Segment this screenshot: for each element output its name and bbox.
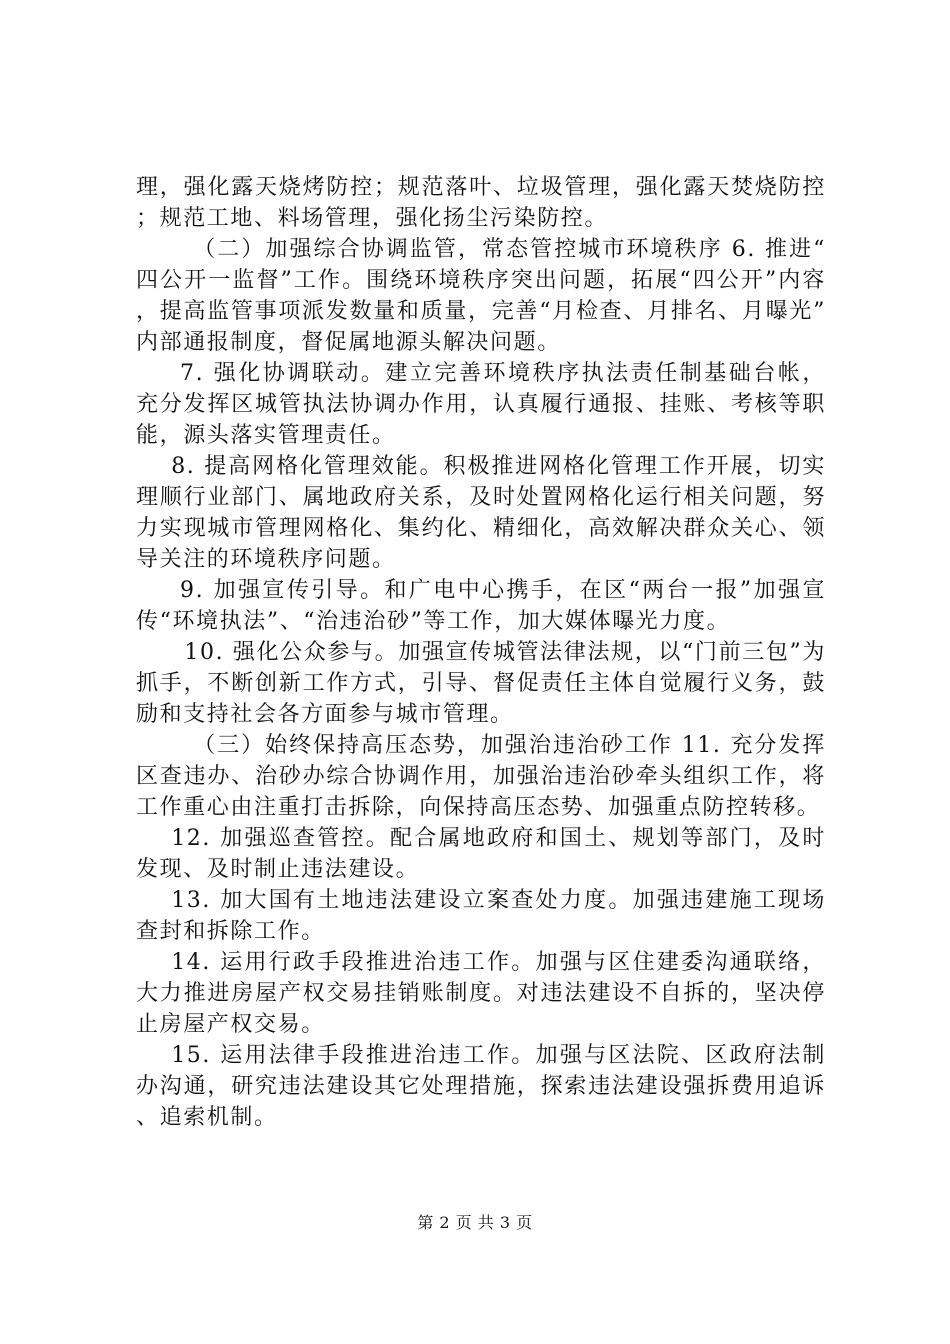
paragraph-item-15: 15. 运用法律手段推进治违工作。加强与区法院、区政府法制办沟通，研究违法建设其它处理措施，探索违法建设强拆费用追诉、追索机制。 (136, 1043, 826, 1130)
paragraph-item-8: 8. 提高网格化管理效能。积极推进网格化管理工作开展，切实理顺行业部门、属地政府关系，及时处置网格化运行相关问题，努力实现城市管理网格化、集约化、精细化，高效解决群众关心、领导关注的环境秩序问题。 (136, 454, 826, 572)
page-number-footer: 第 2 页 共 3 页 (417, 1213, 533, 1232)
paragraph-item-9: 9. 加强宣传引导。和广电中心携手，在区“两台一报”加强宣传“环境执法”、“治违治砂”等工作，加大媒体曝光力度。 (136, 578, 826, 634)
paragraph-section-three: （三）始终保持高压态势，加强治违治砂工作 11. 充分发挥区查违办、治砂办综合协调作用，加强治违治砂牵头组织工作，将工作重心由注重打击拆除，向保持高压态势、加强重点防控转移。 (136, 733, 826, 820)
document-body (136, 172, 826, 1133)
paragraph-item-12: 12. 加强巡查管控。配合属地政府和国土、规划等部门，及时发现、及时制止违法建设。 (136, 826, 826, 882)
paragraph-item-13: 13. 加大国有土地违法建设立案查处力度。加强违建施工现场查封和拆除工作。 (136, 888, 826, 944)
paragraph-item-14: 14. 运用行政手段推进治违工作。加强与区住建委沟通联络，大力推进房屋产权交易挂销账制度。对违法建设不自拆的，坚决停止房屋产权交易。 (136, 950, 826, 1037)
paragraph-item-10: 10. 强化公众参与。加强宣传城管法律法规，以“门前三包”为抓手，不断创新工作方式，引导、督促责任主体自觉履行义务，鼓励和支持社会各方面参与城市管理。 (136, 640, 826, 727)
paragraph-continued: 理，强化露天烧烤防控；规范落叶、垃圾管理，强化露天焚烧防控；规范工地、料场管理，强化扬尘污染防控。 (136, 175, 826, 231)
paragraph-section-two: （二）加强综合协调监管，常态管控城市环境秩序 6. 推进“四公开一监督”工作。围绕环境秩序突出问题，拓展“四公开”内容，提高监管事项派发数量和质量，完善“月检查、月排名、月曝光”内部通报制度，督促属地源头解决问题。 (136, 237, 826, 355)
paragraph-item-7: 7. 强化协调联动。建立完善环境秩序执法责任制基础台帐，充分发挥区城管执法协调办作用，认真履行通报、挂账、考核等职能，源头落实管理责任。 (136, 361, 826, 448)
